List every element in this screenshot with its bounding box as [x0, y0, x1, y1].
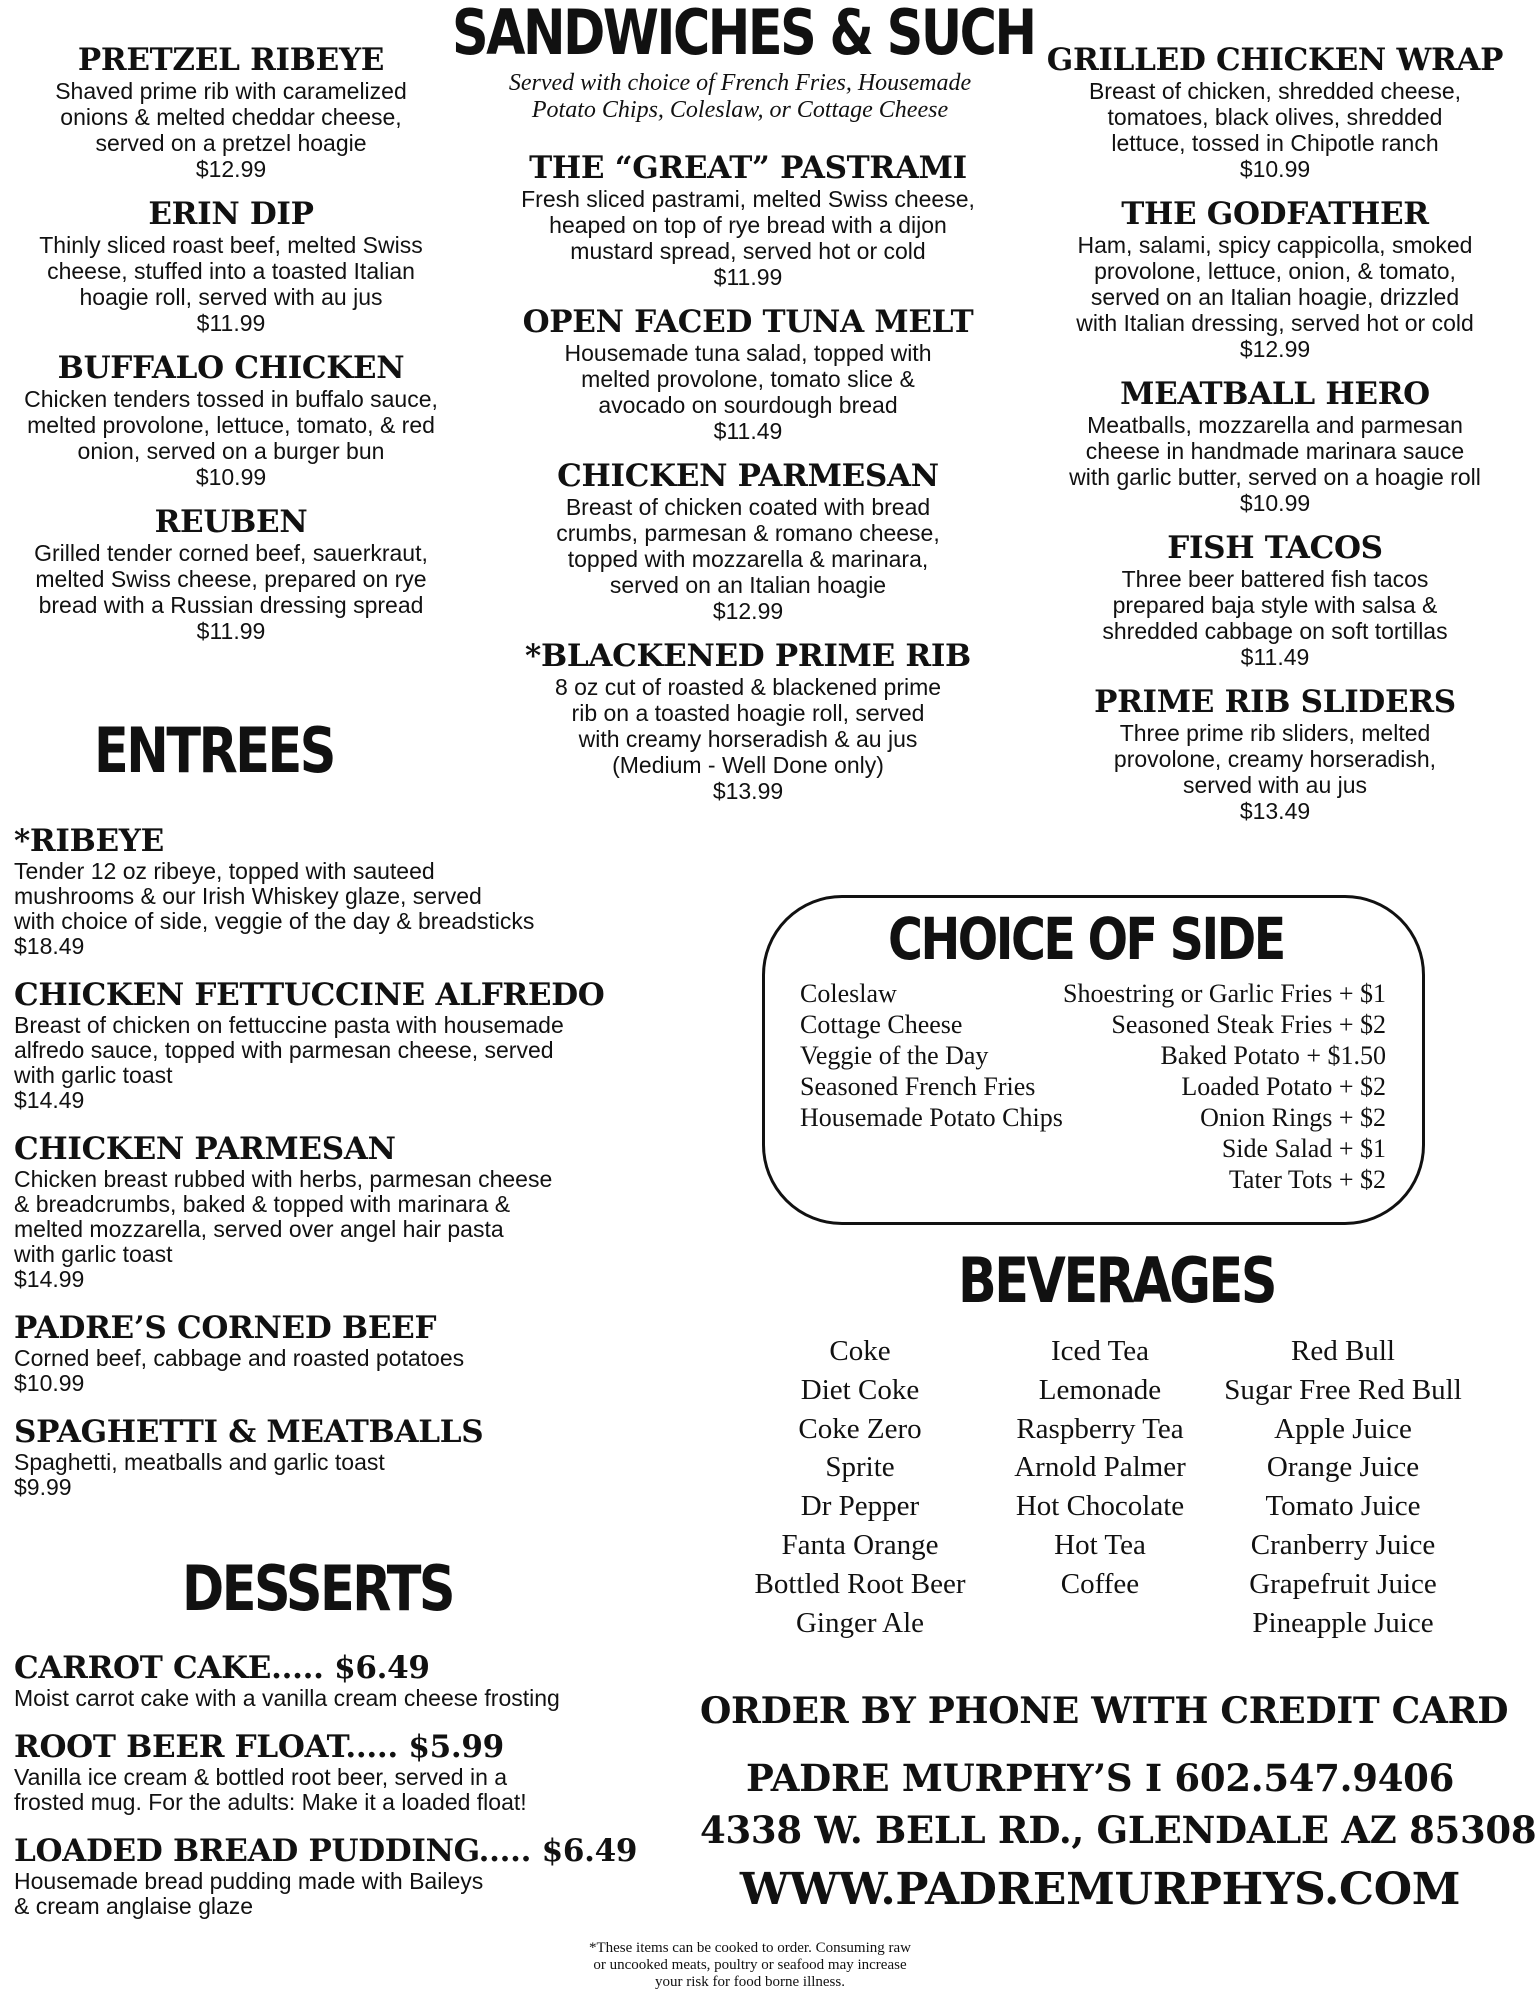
menu-item [14, 1414, 694, 1500]
beverage-item: Sugar Free Red Bull [1224, 1373, 1462, 1406]
menu-item-description: onion, served on a burger bun [77, 438, 385, 464]
menu-item-price: $10.99 [1239, 156, 1311, 182]
order-by-phone: ORDER BY PHONE WITH CREDIT CARD [700, 1690, 1509, 1732]
beverage-item: Coffee [1060, 1567, 1140, 1600]
menu-item-description: served with au jus [1182, 772, 1368, 798]
menu-item-title: REUBEN [154, 504, 308, 540]
beverage-item: Sprite [825, 1451, 895, 1484]
menu-item-price: $9.99 [14, 1474, 72, 1500]
menu-item-description: melted provolone, tomato slice & [581, 366, 915, 392]
menu-item-price: $12.99 [1239, 336, 1311, 362]
menu-item-description: Vanilla ice cream & bottled root beer, served in a [14, 1764, 508, 1790]
menu-item-price: $11.99 [196, 618, 266, 644]
menu-item-title: CHICKEN FETTUCCINE ALFREDO [14, 977, 605, 1013]
menu-item-description: cheese in handmade marinara sauce [1085, 438, 1465, 464]
beverage-item: Hot Chocolate [1015, 1490, 1185, 1523]
menu-item-description: provolone, creamy horseradish, [1113, 746, 1437, 772]
beverage-item: Arnold Palmer [1014, 1451, 1186, 1484]
beverage-item: Fanta Orange [781, 1528, 939, 1561]
side-upgrade-option: Side Salad + $1 [1221, 1134, 1386, 1163]
menu-item [1030, 530, 1520, 670]
menu-item-description: Ham, salami, spicy cappicolla, smoked [1077, 232, 1473, 258]
menu-item-title: *BLACKENED PRIME RIB [525, 638, 971, 674]
beverage-item: Coke [829, 1335, 891, 1367]
side-upgrade-option: Tater Tots + $2 [1228, 1165, 1386, 1194]
menu-item [14, 1310, 694, 1396]
menu-item-title: THE GODFATHER [1121, 196, 1429, 232]
sandwiches-right-column [1030, 42, 1520, 838]
beverage-item: Raspberry Tea [1016, 1412, 1184, 1445]
beverage-item: Dr Pepper [800, 1490, 920, 1523]
entrees-heading: ENTREES [94, 714, 334, 787]
menu-item-description: Thinly sliced roast beef, melted Swiss [39, 232, 423, 258]
menu-item-description: served on an Italian hoagie [609, 572, 887, 598]
menu-item-description: rib on a toasted hoagie roll, served [571, 700, 925, 726]
menu-item [14, 1131, 694, 1292]
menu-item-title: PADRE’S CORNED BEEF [14, 1310, 437, 1346]
beverage-item: Diet Coke [800, 1373, 920, 1406]
menu-item [478, 304, 1018, 444]
menu-item-title: LOADED BREAD PUDDING..... $6.49 [14, 1833, 638, 1869]
menu-item-description: with garlic toast [14, 1241, 173, 1267]
beverages-column-teas [980, 1332, 1220, 1604]
sandwiches-center-column [478, 150, 1018, 818]
sandwiches-left-column [0, 42, 462, 658]
menu-item-title: BUFFALO CHICKEN [57, 350, 405, 386]
menu-item-description: shredded cabbage on soft tortillas [1102, 618, 1448, 644]
menu-item-title: MEATBALL HERO [1120, 376, 1430, 412]
menu-item-description: avocado on sourdough bread [598, 392, 898, 418]
side-option: Coleslaw [800, 979, 897, 1008]
menu-item-description: (Medium - Well Done only) [612, 752, 884, 778]
menu-item [14, 823, 694, 959]
side-upgrade-option: Loaded Potato + $2 [1181, 1072, 1386, 1101]
menu-item-price: $18.49 [14, 933, 85, 959]
sides-heading: CHOICE OF SIDE [888, 905, 1284, 973]
menu-item-description: with creamy horseradish & au jus [578, 726, 918, 752]
menu-item-description: Breast of chicken, shredded cheese, [1088, 78, 1462, 104]
side-option: Seasoned French Fries [800, 1072, 1036, 1101]
menu-item-description: & breadcrumbs, baked & topped with marinara & [14, 1191, 511, 1217]
menu-item-price: $11.49 [713, 418, 783, 444]
menu-item-description: bread with a Russian dressing spread [38, 592, 424, 618]
menu-item-description: served on an Italian hoagie, drizzled [1090, 284, 1460, 310]
footnote-line: your risk for food borne illness. [655, 1974, 845, 1990]
menu-item-description: Housemade tuna salad, topped with [564, 340, 932, 366]
menu-item-description: Breast of chicken on fettuccine pasta with housemade [14, 1012, 564, 1038]
menu-item-description: Housemade bread pudding made with Baileys [14, 1868, 484, 1894]
menu-item-description: Three prime rib sliders, melted [1119, 720, 1431, 746]
menu-item [1030, 196, 1520, 362]
menu-item-description: with garlic toast [14, 1062, 173, 1088]
sandwiches-heading: SANDWICHES & SUCH [452, 0, 1035, 69]
menu-item-description: onions & melted cheddar cheese, [60, 104, 402, 130]
side-upgrade-option: Onion Rings + $2 [1200, 1103, 1386, 1132]
menu-item-title: CHICKEN PARMESAN [557, 458, 939, 494]
menu-item-title: GRILLED CHICKEN WRAP [1046, 42, 1504, 78]
menu-item-title: CARROT CAKE..... $6.49 [14, 1650, 430, 1686]
beverage-item: Coke Zero [798, 1412, 922, 1445]
side-upgrade-option: Shoestring or Garlic Fries + $1 [1062, 979, 1386, 1008]
menu-item-title: CHICKEN PARMESAN [14, 1131, 396, 1167]
menu-item-title: SPAGHETTI & MEATBALLS [14, 1414, 484, 1450]
menu-item-description: mustard spread, served hot or cold [570, 238, 926, 264]
menu-item-description: & cream anglaise glaze [14, 1893, 254, 1919]
beverages-heading: BEVERAGES [958, 1244, 1275, 1317]
side-upgrade-option: Baked Potato + $1.50 [1160, 1041, 1386, 1070]
footnote-line: or uncooked meats, poultry or seafood may increase [593, 1957, 907, 1973]
menu-item-description: frosted mug. For the adults: Make it a loaded float! [14, 1789, 527, 1815]
menu-item-title: OPEN FACED TUNA MELT [522, 304, 974, 340]
menu-item-price: $14.49 [14, 1087, 85, 1113]
menu-item-title: ERIN DIP [148, 196, 314, 232]
beverage-item: Apple Juice [1274, 1412, 1412, 1445]
menu-item-description: 8 oz cut of roasted & blackened prime [554, 674, 942, 700]
menu-item-description: prepared baja style with salsa & [1112, 592, 1438, 618]
menu-item-title: PRIME RIB SLIDERS [1094, 684, 1456, 720]
menu-item-price: $10.99 [195, 464, 267, 490]
menu-item [14, 1833, 694, 1919]
menu-item-title: THE “GREAT” PASTRAMI [529, 150, 967, 186]
menu-item-description: Tender 12 oz ribeye, topped with sauteed [14, 858, 435, 884]
menu-item-title: *RIBEYE [14, 823, 164, 859]
menu-item-description: cheese, stuffed into a toasted Italian [47, 258, 415, 284]
side-option: Housemade Potato Chips [800, 1103, 1063, 1132]
beverage-item: Cranberry Juice [1250, 1528, 1436, 1561]
menu-item-price: $13.99 [712, 778, 784, 804]
menu-item-description: heaped on top of rye bread with a dijon [549, 212, 947, 238]
menu-item-description: hoagie roll, served with au jus [79, 284, 383, 310]
menu-item [14, 1650, 694, 1711]
subtitle-line-2: Potato Chips, Coleslaw, or Cottage Cheese [531, 97, 949, 123]
beverages-column-sodas [740, 1332, 980, 1642]
sandwiches-subtitle [470, 70, 1010, 124]
menu-item [478, 638, 1018, 804]
side-upgrade-option: Seasoned Steak Fries + $2 [1111, 1010, 1386, 1039]
sides-included-list [800, 978, 1063, 1133]
menu-item-description: tomatoes, black olives, shredded [1107, 104, 1443, 130]
menu-item-description: Fresh sliced pastrami, melted Swiss cheese, [521, 186, 975, 212]
side-option: Veggie of the Day [800, 1041, 989, 1070]
beverage-item: Grapefruit Juice [1249, 1567, 1437, 1600]
menu-item-description: melted Swiss cheese, prepared on rye [35, 566, 427, 592]
menu-item-description: crumbs, parmesan & romano cheese, [556, 520, 940, 546]
beverage-item: Iced Tea [1050, 1335, 1150, 1367]
menu-item-description: mushrooms & our Irish Whiskey glaze, served [14, 883, 482, 909]
menu-item-description: melted mozzarella, served over angel hair pasta [14, 1216, 504, 1242]
menu-item-description: Chicken breast rubbed with herbs, parmesan cheese [14, 1166, 553, 1192]
desserts-heading: DESSERTS [182, 1552, 454, 1625]
menu-item-price: $11.99 [713, 264, 783, 290]
beverage-item: Hot Tea [1054, 1528, 1146, 1561]
menu-item [0, 350, 462, 490]
menu-item [1030, 42, 1520, 182]
subtitle-line-1: Served with choice of French Fries, Housemade [508, 70, 972, 96]
menu-item-description: served on a pretzel hoagie [95, 130, 367, 156]
menu-item-price: $12.99 [712, 598, 784, 624]
menu-item [478, 458, 1018, 624]
beverage-item: Lemonade [1038, 1373, 1162, 1406]
menu-item-description: with Italian dressing, served hot or cold [1076, 310, 1474, 336]
menu-item-description: Shaved prime rib with caramelized [55, 78, 407, 104]
website-link[interactable]: WWW.PADREMURPHYS.COM [739, 1864, 1461, 1915]
menu-item [1030, 376, 1520, 516]
desserts-list [14, 1650, 694, 1937]
menu-item-price: $10.99 [14, 1370, 85, 1396]
menu-item [478, 150, 1018, 290]
menu-item-price: $11.99 [196, 310, 266, 336]
restaurant-address: 4338 W. BELL RD., GLENDALE AZ 85308 [700, 1808, 1537, 1852]
beverage-item: Ginger Ale [795, 1606, 925, 1639]
menu-item [0, 42, 462, 182]
beverages-column-juices [1193, 1332, 1493, 1642]
beverage-item: Pineapple Juice [1252, 1606, 1434, 1639]
beverage-item: Orange Juice [1266, 1451, 1420, 1484]
menu-item-title: PRETZEL RIBEYE [77, 42, 385, 78]
menu-item-description: Meatballs, mozzarella and parmesan [1087, 412, 1463, 438]
menu-item-price: $12.99 [195, 156, 267, 182]
menu-item-title: FISH TACOS [1167, 530, 1383, 566]
beverage-item: Bottled Root Beer [754, 1567, 966, 1600]
menu-item [0, 196, 462, 336]
menu-item-price: $10.99 [1239, 490, 1311, 516]
side-option: Cottage Cheese [800, 1010, 963, 1039]
raw-meat-advisory [530, 1940, 970, 1991]
beverage-item: Red Bull [1291, 1335, 1395, 1367]
menu-item-description: Moist carrot cake with a vanilla cream cheese frosting [14, 1685, 560, 1711]
entrees-list [14, 823, 694, 1518]
menu-item [14, 977, 694, 1113]
menu-item-description: Corned beef, cabbage and roasted potatoes [14, 1345, 465, 1371]
menu-item-description: Breast of chicken coated with bread [565, 494, 931, 520]
menu-item-description: Three beer battered fish tacos [1121, 566, 1429, 592]
menu-item [0, 504, 462, 644]
menu-item-price: $14.99 [14, 1266, 85, 1292]
menu-item-price: $13.49 [1239, 798, 1311, 824]
restaurant-name-phone[interactable]: PADRE MURPHY’S I 602.547.9406 [745, 1756, 1455, 1800]
menu-item-description: Chicken tenders tossed in buffalo sauce, [24, 386, 438, 412]
menu-item-description: provolone, lettuce, onion, & tomato, [1094, 258, 1456, 284]
menu-item-description: with choice of side, veggie of the day & breadsticks [14, 908, 535, 934]
sides-upgrade-list [1050, 978, 1386, 1195]
menu-item-description: Spaghetti, meatballs and garlic toast [14, 1449, 385, 1475]
menu-item-description: lettuce, tossed in Chipotle ranch [1111, 130, 1439, 156]
footnote-line: *These items can be cooked to order. Consuming raw [588, 1940, 911, 1956]
menu-item-description: alfredo sauce, topped with parmesan cheese, served [14, 1037, 554, 1063]
menu-item-description: with garlic butter, served on a hoagie roll [1069, 464, 1481, 490]
beverage-item: Tomato Juice [1265, 1490, 1421, 1523]
menu-item [14, 1729, 694, 1815]
menu-item-description: Grilled tender corned beef, sauerkraut, [34, 540, 428, 566]
menu-item-description: melted provolone, lettuce, tomato, & red [27, 412, 435, 438]
menu-item [1030, 684, 1520, 824]
menu-item-description: topped with mozzarella & marinara, [567, 546, 929, 572]
menu-item-title: ROOT BEER FLOAT..... $5.99 [14, 1729, 504, 1765]
menu-item-price: $11.49 [1240, 644, 1310, 670]
